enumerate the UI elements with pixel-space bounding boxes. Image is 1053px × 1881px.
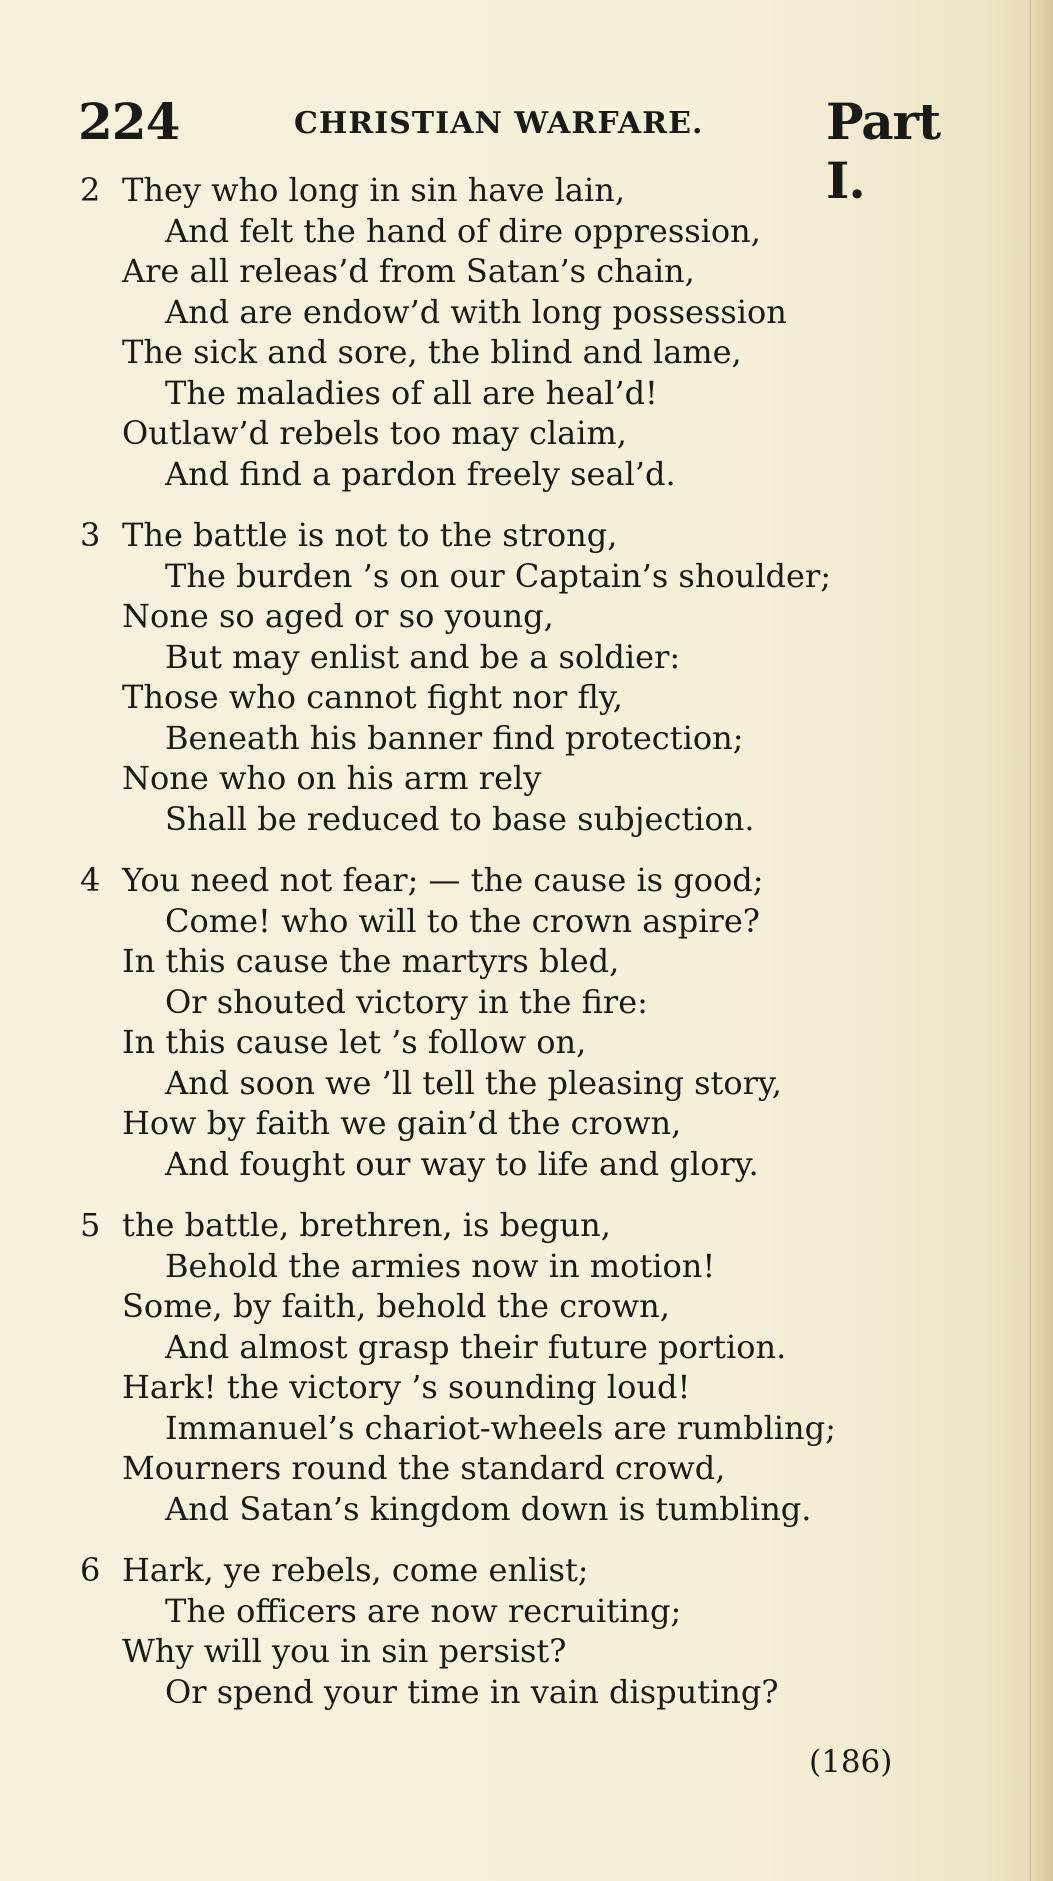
verse-line — [0, 413, 1053, 454]
page-number: 224 — [78, 92, 180, 151]
signature-mark: (186) — [809, 1744, 893, 1780]
verse-text: Outlaw’d rebels too may claim, — [122, 414, 627, 452]
verse-text: And almost grasp their future portion. — [165, 1327, 787, 1366]
verse-line — [0, 1591, 1053, 1632]
verse-text: Immanuel’s chariot-wheels are rumbling; — [165, 1408, 836, 1447]
verse-line — [0, 1205, 1053, 1246]
verse-text: The officers are now recruiting; — [165, 1591, 682, 1630]
stanza-number: 3 — [80, 516, 101, 554]
verse-text: Come! who will to the crown aspire? — [165, 901, 760, 940]
verse-line — [0, 1022, 1053, 1063]
verse-text: In this cause let ’s follow on, — [122, 1023, 587, 1061]
verse-line — [0, 1367, 1053, 1408]
verse-line — [0, 1286, 1053, 1327]
verse-line — [0, 454, 1053, 495]
verse-line — [0, 1144, 1053, 1185]
verse-line — [0, 1550, 1053, 1591]
verse-line — [0, 251, 1053, 292]
stanza-number: 2 — [80, 171, 101, 209]
verse-text: You need not fear; — the cause is good; — [122, 861, 764, 899]
verse-text: Shall be reduced to base subjection. — [165, 799, 755, 838]
verse-line — [0, 941, 1053, 982]
verse-line — [0, 758, 1053, 799]
verse-line — [0, 556, 1053, 597]
verse-line — [0, 901, 1053, 942]
verse-line — [0, 1063, 1053, 1104]
verse-text: And fought our way to life and glory. — [165, 1144, 759, 1183]
verse-line — [0, 860, 1053, 901]
verse-text: Hark, ye rebels, come enlist; — [122, 1551, 589, 1589]
verse-text: The burden ’s on our Captain’s shoulder; — [165, 556, 832, 595]
verse-line — [0, 211, 1053, 252]
verse-line — [0, 1672, 1053, 1713]
verse-text: The sick and sore, the blind and lame, — [122, 333, 742, 371]
verse-text: They who long in sin have lain, — [122, 171, 625, 209]
verse-text: Why will you in sin persist? — [122, 1632, 567, 1670]
verse-text: Or shouted victory in the fire: — [165, 982, 648, 1021]
verse-line — [0, 515, 1053, 556]
verse-text: And Satan’s kingdom down is tumbling. — [165, 1489, 812, 1528]
verse-text: And find a pardon freely seal’d. — [165, 454, 676, 493]
verse-text: Hark! the victory ’s sounding loud! — [122, 1368, 691, 1406]
verse-line — [0, 170, 1053, 211]
verse-line — [0, 677, 1053, 718]
stanza — [0, 1205, 1053, 1529]
verse-text: None who on his arm rely — [122, 759, 542, 797]
verse-line — [0, 1327, 1053, 1368]
verse-line — [0, 982, 1053, 1023]
verse-line — [0, 637, 1053, 678]
verse-text: Those who cannot fight nor fly, — [122, 678, 623, 716]
verse-line — [0, 718, 1053, 759]
verse-line — [0, 1489, 1053, 1530]
verse-line — [0, 1408, 1053, 1449]
verse-line — [0, 1448, 1053, 1489]
verse-text: None so aged or so young, — [122, 597, 554, 635]
part-label: Part I. — [826, 92, 941, 210]
verse-line — [0, 1103, 1053, 1144]
verse-text: the battle, brethren, is begun, — [122, 1206, 611, 1244]
verse-text: Or spend your time in vain disputing? — [165, 1672, 779, 1711]
verse-text: The maladies of all are heal’d! — [165, 373, 658, 412]
verse-line — [0, 1246, 1053, 1287]
verse-text: But may enlist and be a soldier: — [165, 637, 681, 676]
hymn-body — [0, 170, 1053, 1733]
verse-text: Behold the armies now in motion! — [165, 1246, 716, 1285]
stanza-number: 6 — [80, 1551, 101, 1589]
stanza — [0, 860, 1053, 1184]
verse-line — [0, 292, 1053, 333]
verse-text: Some, by faith, behold the crown, — [122, 1287, 670, 1325]
running-head: CHRISTIAN WARFARE. — [294, 106, 704, 141]
verse-text: And are endow’d with long possession — [165, 292, 787, 331]
verse-line — [0, 596, 1053, 637]
verse-line — [0, 1631, 1053, 1672]
verse-text: And felt the hand of dire oppression, — [165, 211, 761, 250]
stanza — [0, 515, 1053, 839]
stanza-number: 5 — [80, 1206, 101, 1244]
verse-text: And soon we ’ll tell the pleasing story, — [165, 1063, 782, 1102]
verse-line — [0, 332, 1053, 373]
verse-line — [0, 373, 1053, 414]
stanza — [0, 170, 1053, 494]
verse-text: Are all releas’d from Satan’s chain, — [122, 252, 695, 290]
verse-text: Beneath his banner find protection; — [165, 718, 744, 757]
verse-text: In this cause the martyrs bled, — [122, 942, 620, 980]
stanza — [0, 1550, 1053, 1712]
verse-text: How by faith we gain’d the crown, — [122, 1104, 682, 1142]
verse-line — [0, 799, 1053, 840]
verse-text: Mourners round the standard crowd, — [122, 1449, 726, 1487]
verse-text: The battle is not to the strong, — [122, 516, 618, 554]
stanza-number: 4 — [80, 861, 101, 899]
